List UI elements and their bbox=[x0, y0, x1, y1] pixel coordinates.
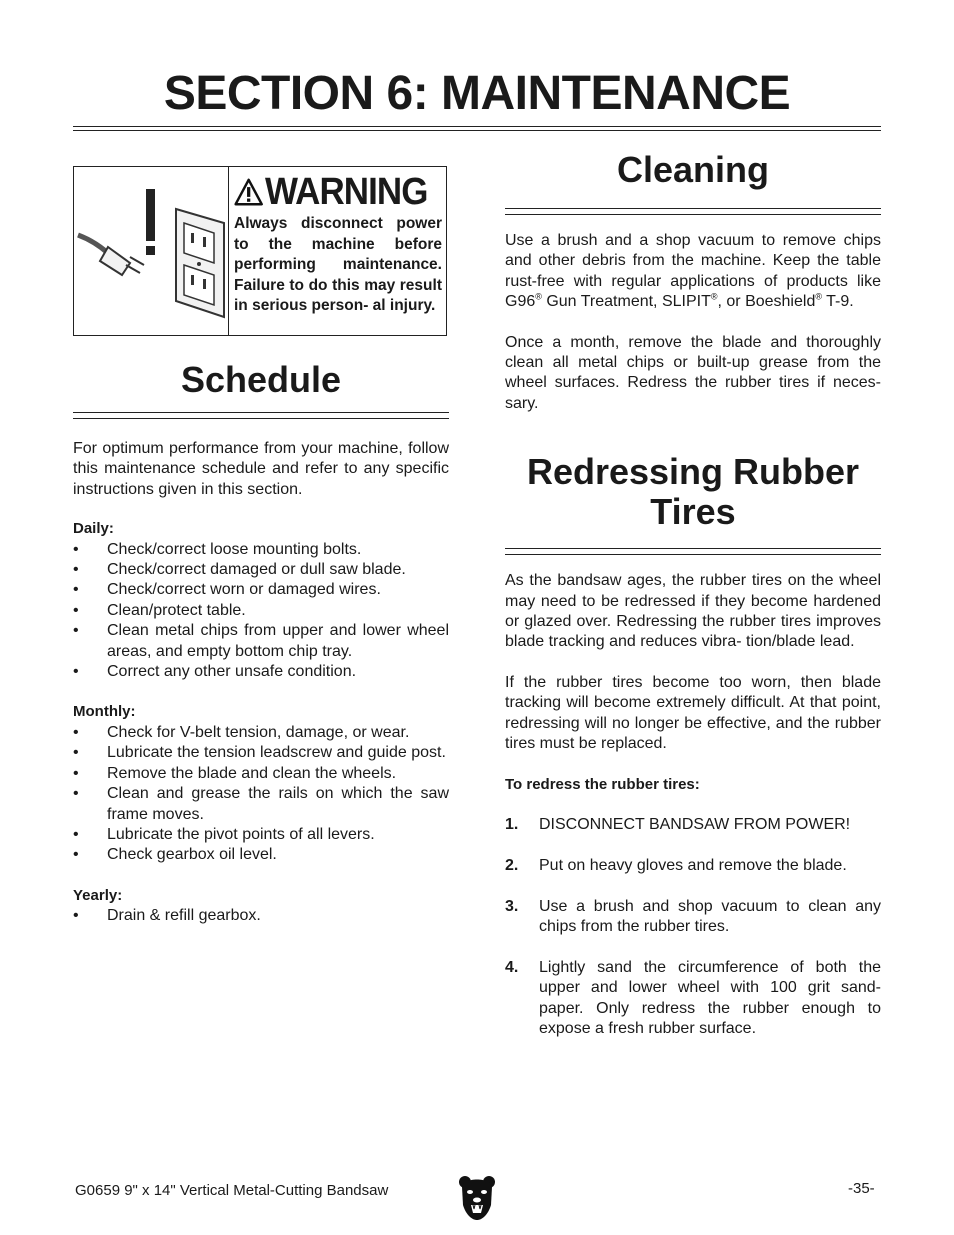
left-column bbox=[73, 166, 449, 927]
redressing-heading: Redressing Rubber Tires bbox=[526, 451, 860, 533]
warning-text: Always disconnect power to the machine before performing maintenance. Failure to do this may result in serious person- al injury. bbox=[234, 215, 442, 314]
list-item: • Lubricate the pivot points of all levers. bbox=[73, 825, 375, 843]
monthly-list bbox=[73, 723, 449, 866]
right-column bbox=[505, 150, 881, 1060]
cleaning-rule bbox=[505, 208, 881, 215]
step-item: 3. Use a brush and shop vacuum to clean any chips from the rubber tires. bbox=[505, 897, 881, 935]
list-item: • Check/correct loose mounting bolts. bbox=[73, 540, 362, 558]
list-item: • Drain & refill gearbox. bbox=[73, 907, 261, 925]
monthly-label: Monthly: bbox=[73, 703, 136, 721]
warning-label: WARNING bbox=[265, 170, 428, 213]
redressing-rule bbox=[505, 548, 881, 555]
footer-model: G0659 9" x 14" Vertical Metal-Cutting Bandsaw bbox=[75, 1182, 389, 1199]
list-item: • Clean and grease the rails on which the saw frame moves. bbox=[73, 785, 449, 823]
daily-list bbox=[73, 540, 449, 683]
yearly-label: Yearly: bbox=[73, 886, 123, 904]
step-item: 1. DISCONNECT BANDSAW FROM POWER! bbox=[505, 815, 851, 833]
list-item: • Remove the blade and clean the wheels. bbox=[73, 764, 397, 782]
list-item: • Correct any other unsafe condition. bbox=[73, 663, 357, 681]
yearly-list bbox=[73, 906, 449, 926]
list-item: • Clean metal chips from upper and lower wheel areas, and empty bottom chip tray. bbox=[73, 622, 449, 660]
list-item: • Lubricate the tension leadscrew and guide post. bbox=[73, 744, 446, 762]
list-item: • Clean/protect table. bbox=[73, 601, 246, 619]
page-title: SECTION 6: MAINTENANCE bbox=[163, 67, 791, 120]
plug-outlet-icon bbox=[74, 167, 228, 335]
title-rule bbox=[73, 126, 881, 131]
cleaning-paragraph-2: Once a month, remove the blade and thoroughly clean all metal chips or built-up grease from the wheel surfaces. Redress the rubber tires if neces- sary. bbox=[505, 333, 881, 412]
bear-logo-icon bbox=[458, 1175, 496, 1221]
list-item: • Check/correct damaged or dull saw blade. bbox=[73, 561, 406, 579]
schedule-heading: Schedule bbox=[180, 359, 342, 400]
cleaning-paragraph-1: Use a brush and a shop vacuum to remove chips and other debris from the machine. Keep the table rust-free with regular applications of products like G96® Gun Treatment, SLIPIT®, or Boeshield® T-9. bbox=[505, 232, 881, 311]
warning-header bbox=[234, 171, 442, 213]
step-item: 4. Lightly sand the circumference of both the upper and lower wheel with 100 grit sand- paper. Only redress the rubber enough to expose a fresh rubber surface. bbox=[505, 958, 881, 1037]
unplug-illustration bbox=[74, 167, 229, 335]
redressing-paragraph-1: As the bandsaw ages, the rubber tires on the wheel may need to be redressed if they become hardened or glazed over. Redressing the rubber tires improves blade tracking and reduces vibra- tion/blade lead. bbox=[505, 572, 881, 651]
redressing-paragraph-2: If the rubber tires become too worn, then blade tracking will become extremely difficult. At that point, redressing will no longer be effective, and the rubber tires must be replaced. bbox=[505, 673, 881, 753]
step-item: 2. Put on heavy gloves and remove the blade. bbox=[505, 856, 847, 874]
page-number: -35- bbox=[848, 1180, 875, 1197]
schedule-rule bbox=[73, 412, 449, 419]
list-item: • Check gearbox oil level. bbox=[73, 846, 277, 864]
warning-box bbox=[73, 166, 447, 336]
daily-label: Daily: bbox=[73, 520, 114, 538]
redress-steps bbox=[505, 815, 881, 1039]
warning-content bbox=[234, 171, 442, 317]
list-item: • Check/correct worn or damaged wires. bbox=[73, 581, 381, 599]
schedule-intro: For optimum performance from your machine, follow this maintenance schedule and refer to any specific instructions given in this section. bbox=[73, 440, 449, 498]
warning-triangle-icon bbox=[234, 175, 263, 209]
cleaning-heading: Cleaning bbox=[616, 149, 769, 190]
redress-steps-heading: To redress the rubber tires: bbox=[505, 775, 700, 793]
list-item: • Check for V-belt tension, damage, or wear. bbox=[73, 723, 410, 741]
